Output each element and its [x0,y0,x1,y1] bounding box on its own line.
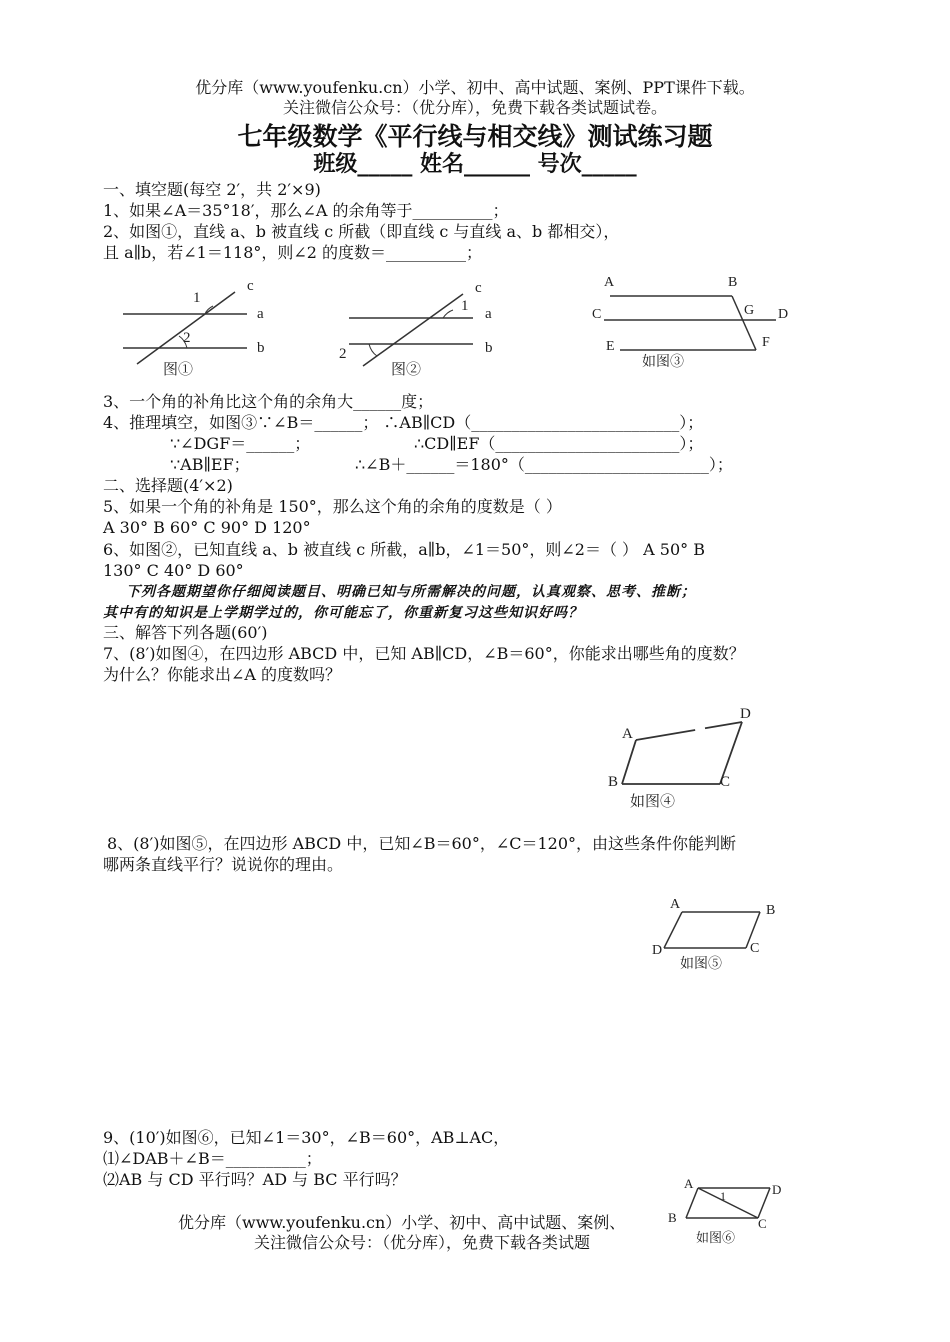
question-8-line-2: 哪两条直线平行？说说你的理由。 [103,855,344,874]
question-2-line-2: 且 a∥b，若∠1＝118°，则∠2 的度数＝__________； [103,243,483,262]
note-line-2: 其中有的知识是上学期学过的，你可能忘了，你重新复习这些知识好吗？ [103,605,583,621]
caption: 如图⑥ [696,1230,736,1245]
header-line-1: 优分库（www.youfenku.cn）小学、初中、高中试题、案例、PPT课件下载。 [195,78,755,97]
section2-heading: 二、选择题(4′×2) [103,476,233,495]
question-4-line-3b: ∴∠B＋______＝180°（_______________________）； [355,455,733,474]
label-D: D [740,706,751,722]
label-C: C [758,1216,767,1231]
figure-2 [335,276,505,380]
note-line-1: 下列各题期望你仔细阅读题目、明确已知与所需解决的问题，认真观察、思考、推断； [126,584,696,600]
question-7-line-2: 为什么？你能求出∠A 的度数吗？ [103,665,342,684]
figure-5 [648,890,788,980]
page-title: 七年级数学《平行线与相交线》测试练习题 [237,122,713,151]
label-A: A [684,1176,694,1191]
figure-3 [590,268,800,374]
label-C: C [720,774,731,790]
footer-line-2: 关注微信公众号：（优分库），免费下载各类试题 [254,1233,591,1252]
label-D: D [778,307,789,322]
caption: 如图⑤ [680,957,722,972]
caption: 图① [163,362,194,378]
question-6-line-1: 6、如图②，已知直线 a、b 被直线 c 所截，a∥b，∠1＝50°，则∠2＝（ ） A 50° B [103,540,705,559]
label-c: c [475,280,482,296]
section3-heading: 三、解答下列各题(60′) [103,623,268,642]
label-B: B [608,774,619,790]
question-9-line-3: ⑵AB 与 CD 平行吗？AD 与 BC 平行吗？ [103,1170,407,1189]
question-9-line-1: 9、(10′)如图⑥，已知∠1＝30°，∠B＝60°，AB⊥AC， [103,1128,510,1147]
label-b: b [257,340,265,356]
label-C: C [592,307,602,322]
figure-6 [664,1172,794,1248]
question-4-line-2a: ∵∠DGF＝______； [170,434,311,453]
label-E: E [606,339,615,354]
question-3: 3、一个角的补角比这个角的余角大______度； [103,392,434,411]
label-1: 1 [193,290,201,306]
label-b: b [485,340,493,356]
figure-1 [115,276,275,380]
question-5: 5、如果一个角的补角是 150°，那么这个角的余角的度数是（ ） [103,497,562,516]
question-9-line-2: ⑴∠DAB＋∠B＝__________； [103,1149,322,1168]
label-G: G [744,303,755,318]
label-B: B [728,275,738,290]
section1-heading: 一、填空题(每空 2′，共 2′×9) [103,180,321,199]
caption: 如图③ [642,355,684,370]
question-6-line-2: 130° C 40° D 60° [103,561,244,580]
question-7-line-1: 7、(8′)如图④，在四边形 ABCD 中，已知 AB∥CD，∠B＝60°，你能求出哪些角的度数？ [103,644,745,663]
student-info-line: 班级_____ 姓名______ 号次_____ [313,152,637,177]
footer-line-1: 优分库（www.youfenku.cn）小学、初中、高中试题、案例、 [178,1213,626,1232]
label-A: A [622,726,633,742]
line-c [137,292,235,364]
label-2: 2 [183,330,191,346]
figure-4 [600,700,760,810]
header-line-2: 关注微信公众号：（优分库），免费下载各类试题试卷。 [282,98,667,117]
label-2: 2 [339,346,347,362]
label-a: a [485,306,492,322]
caption: 图② [391,362,422,378]
label-D: D [772,1182,782,1197]
question-2-line-1: 2、如图①，直线 a、b 被直线 c 所截（即直线 c 与直线 a、b 都相交）， [103,222,620,241]
question-4-line-1: 4、推理填空，如图③∵∠B＝______； ∴AB∥CD（__________________________）； [103,413,704,432]
question-5-options: A 30° B 60° C 90° D 120° [103,518,311,537]
label-c: c [247,278,254,294]
question-1: 1、如果∠A＝35°18′，那么∠A 的余角等于__________； [103,201,509,220]
label-C: C [750,941,760,956]
label-1: 1 [720,1189,726,1203]
label-B: B [766,903,776,918]
question-4-line-3a: ∵AB∥EF； [170,455,250,474]
label-a: a [257,306,264,322]
label-1: 1 [461,298,469,314]
caption: 如图④ [630,794,676,810]
label-F: F [762,335,770,350]
label-A: A [670,897,681,912]
label-B: B [668,1210,677,1225]
question-4-line-2b: ∴CD∥EF（_______________________）； [414,434,704,453]
label-A: A [604,275,615,290]
label-D: D [652,943,663,958]
question-8-line-1: 8、(8′)如图⑤，在四边形 ABCD 中，已知∠B＝60°，∠C＝120°，由这些条件你能判断 [107,834,737,853]
